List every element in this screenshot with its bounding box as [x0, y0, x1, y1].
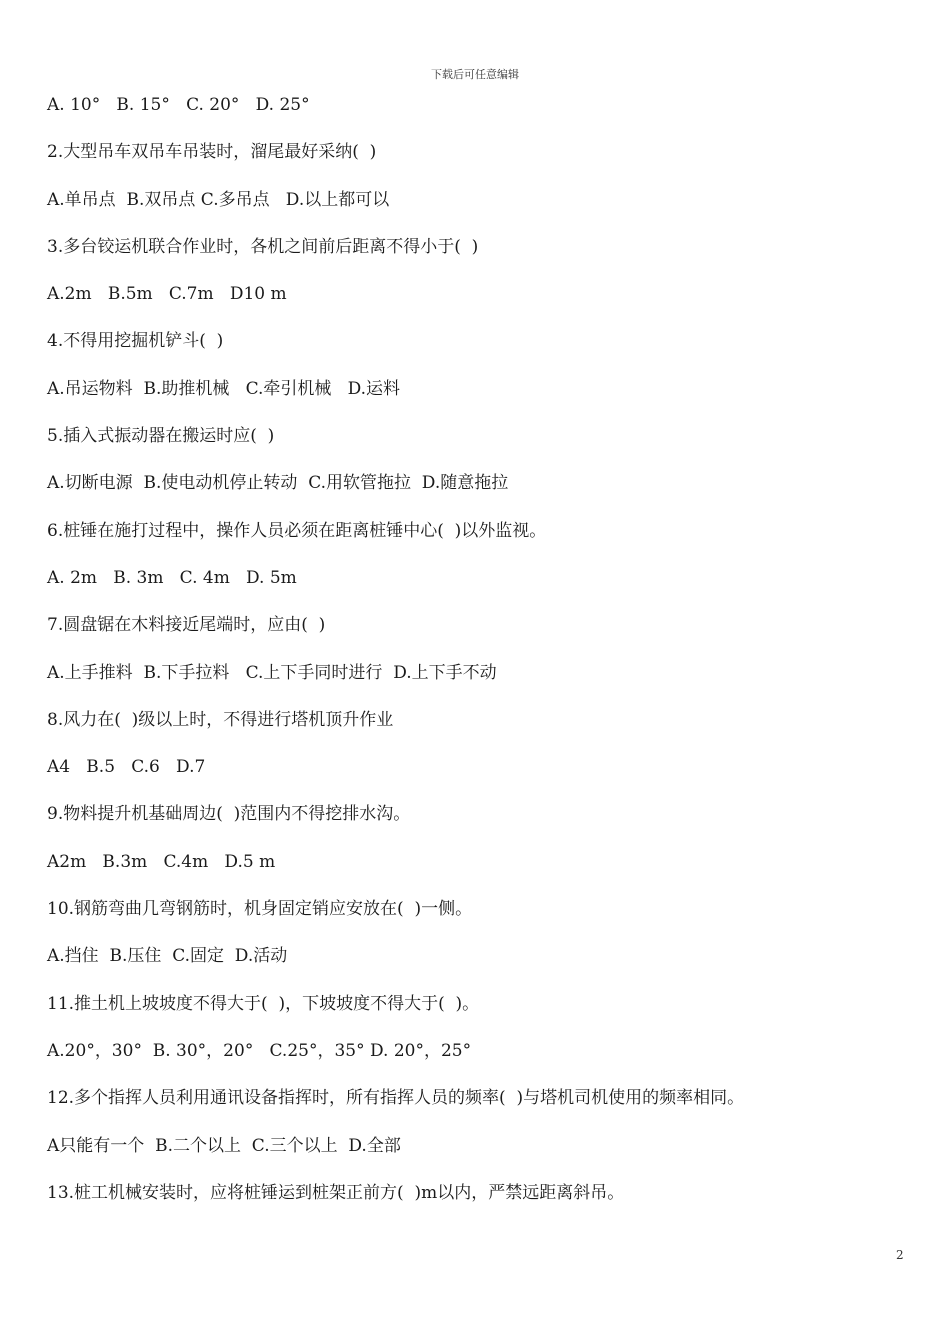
text-line: 10.钢筋弯曲几弯钢筋时，机身固定销应安放在( )一侧。	[47, 899, 473, 920]
text-line: A. 10° B. 15° C. 20° D. 25°	[47, 95, 310, 115]
text-line: 4.不得用挖掘机铲斗( )	[47, 331, 224, 352]
text-line: A.切断电源 B.使电动机停止转动 C.用软管拖拉 D.随意拖拉	[47, 473, 509, 494]
text-line: 5.插入式振动器在搬运时应( )	[47, 426, 275, 447]
text-line: A.吊运物料 B.助推机械 C.牵引机械 D.运料	[47, 378, 401, 399]
text-line: 13.桩工机械安装时，应将桩锤运到桩架正前方( )m以内，严禁远距离斜吊。	[47, 1182, 625, 1203]
text-line: 12.多个指挥人员利用通讯设备指挥时，所有指挥人员的频率( )与塔机司机使用的频率相同。	[47, 1088, 745, 1109]
text-line: 7.圆盘锯在木料接近尾端时，应由( )	[47, 615, 326, 636]
text-line: A只能有一个 B.二个以上 C.三个以上 D.全部	[47, 1135, 401, 1156]
text-line: 9.物料提升机基础周边( )范围内不得挖排水沟。	[47, 804, 411, 825]
text-line: 6.桩锤在施打过程中，操作人员必须在距离桩锤中心( )以外监视。	[47, 520, 547, 541]
document-body	[47, 90, 907, 1225]
page-number: 2	[896, 1248, 904, 1262]
text-line: 11.推土机上坡坡度不得大于( )，下坡坡度不得大于( )。	[47, 993, 480, 1014]
text-line: A.上手推料 B.下手拉料 C.上下手同时进行 D.上下手不动	[47, 662, 497, 683]
text-line: A.挡住 B.压住 C.固定 D.活动	[47, 946, 288, 967]
text-line: 2.大型吊车双吊车吊装时，溜尾最好采纳( )	[47, 142, 377, 163]
text-line: 3.多台铰运机联合作业时，各机之间前后距离不得小于( )	[47, 236, 479, 257]
text-line: A2m B.3m C.4m D.5 m	[47, 851, 276, 872]
text-line: A4 B.5 C.6 D.7	[47, 757, 206, 778]
text-line: A.20°，30° B. 30°，20° C.25°，35° D. 20°，25°	[47, 1040, 472, 1061]
page-header-note: 下载后可任意编辑	[431, 68, 519, 81]
text-line: A.2m B.5m C.7m D10 m	[47, 284, 287, 305]
text-line: 8.风力在( )级以上时，不得进行塔机顶升作业	[47, 709, 394, 730]
text-line: A. 2m B. 3m C. 4m D. 5m	[47, 567, 297, 588]
text-line: A.单吊点 B.双吊点 C.多吊点 D.以上都可以	[47, 189, 390, 210]
